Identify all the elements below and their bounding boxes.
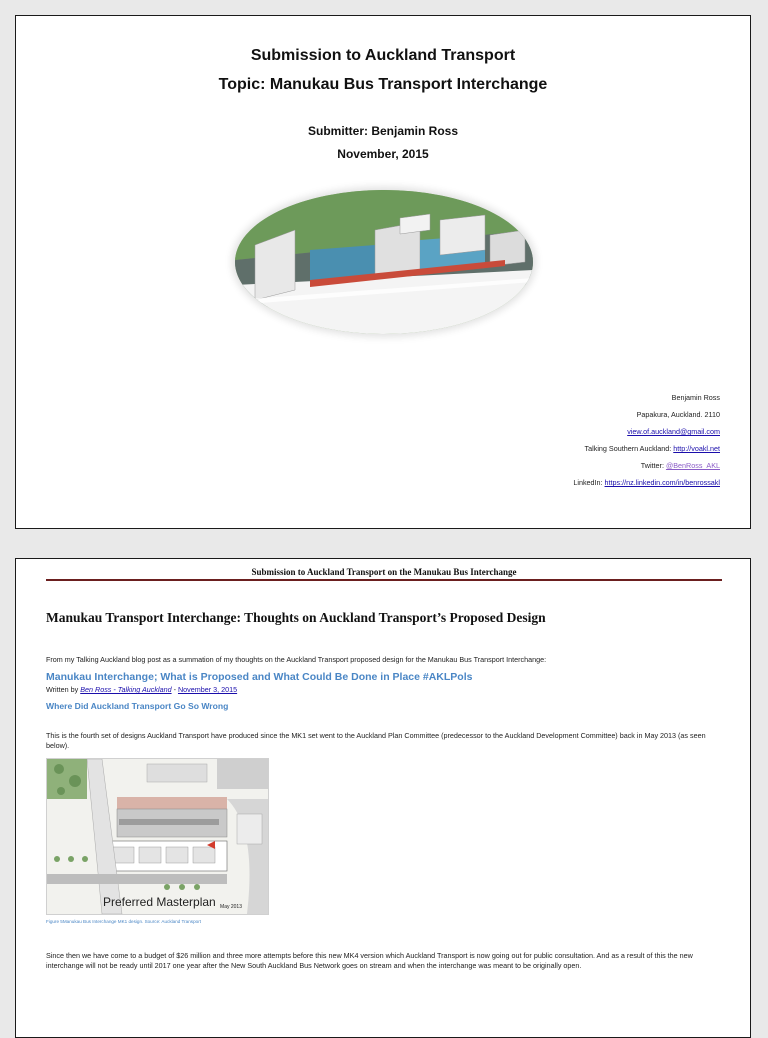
contact-address: Papakura, Auckland. 2110 [636,410,720,419]
email-link[interactable]: view.of.auckland@gmail.com [627,427,720,436]
byline-prefix: Written by [46,685,81,694]
section-heading: Manukau Transport Interchange: Thoughts on Auckland Transport’s Proposed Design [46,610,546,625]
blog-post-title: Manukau Interchange; What is Proposed and What Could Be Done in Place #AKLPols [46,671,473,683]
running-header: Submission to Auckland Transport on the Manukau Bus Interchange [251,567,517,577]
fourth-set-paragraph: This is the fourth set of designs Auckland Transport have produced since the MK1 set went to the Auckland Plan Committee (predecessor to the Auckland Development Committee) back in May 2013 (as seen below). [46,731,706,750]
figure-caption: Figure 5Manukau Bus Interchange MK1 design. Source: Auckland Transport [46,919,202,924]
blog-label: Talking Southern Auckland: [584,444,674,453]
content-page [15,558,751,1038]
contact-email [627,427,720,436]
linkedin-label: LinkedIn: [573,478,605,487]
byline-separator: - [171,685,178,694]
author-link[interactable]: Ben Ross - Talking Auckland [80,685,172,694]
twitter-label: Twitter: [640,461,666,470]
blog-link[interactable]: http://voakl.net [673,444,720,453]
interchange-render-image [235,190,533,334]
header-rule [46,579,722,581]
document-title: Submission to Auckland Transport [250,47,516,64]
intro-paragraph: From my Talking Auckland blog post as a summation of my thoughts on the Auckland Transport proposed design for the Manukau Bus Transport Interchange: [46,655,547,664]
byline [46,685,237,694]
figure-label: Preferred Masterplan [103,895,216,909]
contact-linkedin [573,478,720,487]
subheading: Where Did Auckland Transport Go So Wrong [46,701,229,711]
submitter-line: Submitter: Benjamin Ross [307,124,459,138]
post-date-link[interactable]: November 3, 2015 [177,685,238,694]
figure-date: May 2013 [220,904,242,910]
linkedin-link[interactable]: https://nz.linkedin.com/in/benrossakl [604,478,720,487]
masterplan-figure [46,758,269,915]
cover-page [15,15,751,529]
contact-twitter [641,461,720,470]
submission-date: November, 2015 [337,147,429,161]
contact-name: Benjamin Ross [671,393,720,402]
document-topic: Topic: Manukau Bus Transport Interchange [218,76,548,93]
since-then-paragraph: Since then we have come to a budget of $26 million and three more attempts before this new MK4 version which Auckland Transport is now going out for public consultation. And as a result of this the new interchange will not be ready until 2017 one year after the New South Auckland Bus Network goes on stream and when the interchange was meant to be originally open. [46,951,693,970]
twitter-link[interactable]: @BenRoss_AKL [665,461,720,470]
contact-blog [585,444,720,453]
